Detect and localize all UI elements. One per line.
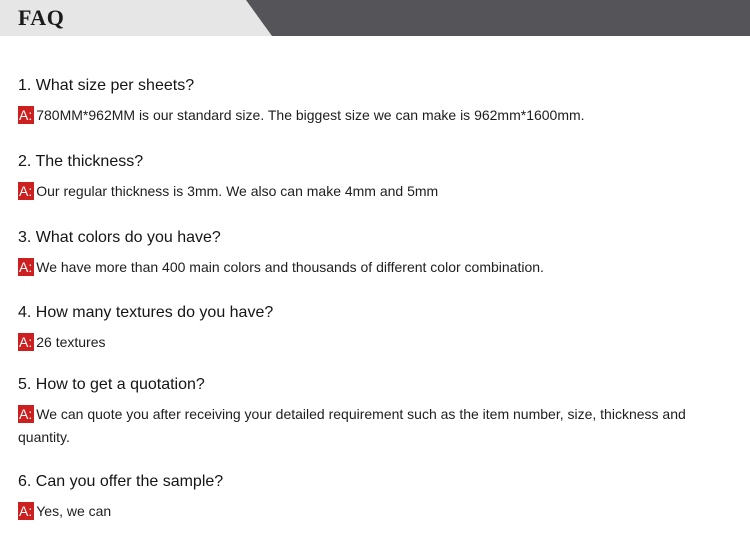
faq-question: 4. How many textures do you have? <box>18 304 274 321</box>
faq-answer <box>18 331 730 354</box>
faq-item-1 <box>18 76 730 127</box>
faq-item-5 <box>18 375 730 449</box>
page-title: FAQ <box>18 5 65 30</box>
faq-answer <box>18 104 730 127</box>
faq-item-4 <box>18 303 730 354</box>
answer-badge: A: <box>19 503 33 519</box>
faq-answer <box>18 500 730 523</box>
faq-answer <box>18 180 730 203</box>
faq-answer-text: We can quote you after receiving your detailed requirement such as the item number, size, thickness and quantity. <box>18 406 686 445</box>
faq-answer <box>18 403 730 449</box>
faq-answer-text: Yes, we can <box>36 503 112 519</box>
faq-question: 3. What colors do you have? <box>18 229 221 246</box>
faq-header <box>0 0 750 36</box>
answer-badge: A: <box>19 406 33 422</box>
answer-badge: A: <box>19 334 33 350</box>
faq-answer-text: Our regular thickness is 3mm. We also can make 4mm and 5mm <box>36 183 439 199</box>
faq-question: 5. How to get a quotation? <box>18 376 205 393</box>
faq-item-3 <box>18 228 730 279</box>
answer-badge: A: <box>19 107 33 123</box>
answer-badge: A: <box>19 183 33 199</box>
faq-answer <box>18 256 730 279</box>
faq-item-6 <box>18 472 730 523</box>
faq-question: 1. What size per sheets? <box>18 77 195 94</box>
answer-badge: A: <box>19 259 33 275</box>
faq-item-2 <box>18 152 730 203</box>
faq-question: 2. The thickness? <box>18 153 144 170</box>
faq-answer-text: We have more than 400 main colors and thousands of different color combination. <box>36 259 544 275</box>
faq-answer-text: 26 textures <box>36 334 106 350</box>
faq-answer-text: 780MM*962MM is our standard size. The biggest size we can make is 962mm*1600mm. <box>36 107 585 123</box>
faq-question: 6. Can you offer the sample? <box>18 473 224 490</box>
